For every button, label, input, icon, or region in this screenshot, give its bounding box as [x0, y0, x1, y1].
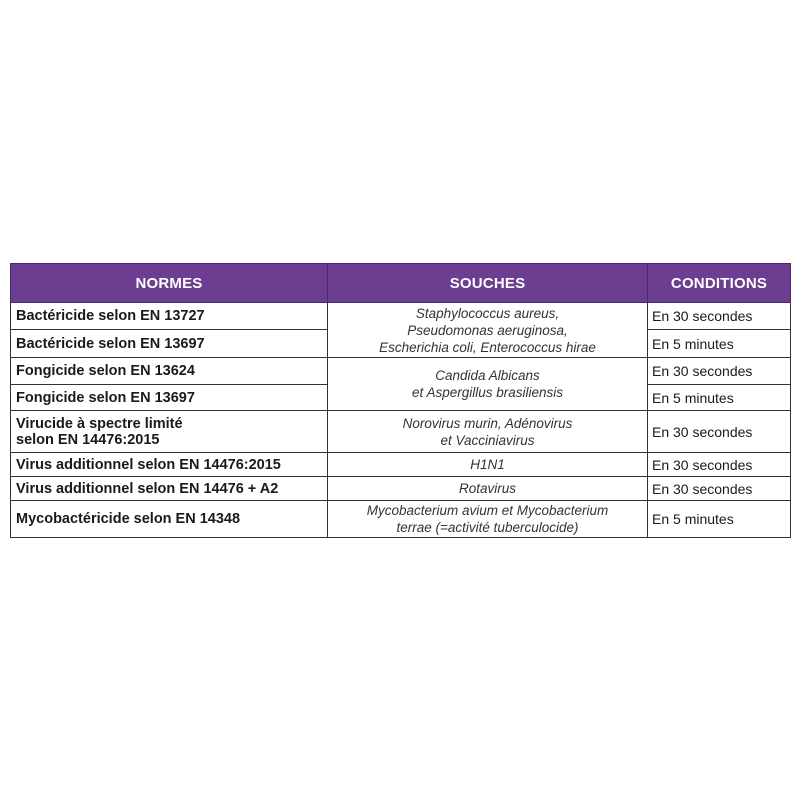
- souche-cell: [328, 303, 648, 358]
- norme-cell: Bactéricide selon EN 13727: [11, 303, 328, 330]
- table-header-row: [11, 264, 791, 303]
- norme-line: selon EN 14476:2015: [16, 431, 160, 448]
- souche-cell: Rotavirus: [328, 477, 648, 501]
- souche-line: Staphylococcus aureus,: [415, 305, 560, 321]
- condition-cell: En 30 secondes: [648, 477, 791, 501]
- norme-cell: Fongicide selon EN 13624: [11, 358, 328, 385]
- souche-line: et Aspergillus brasiliensis: [411, 385, 564, 400]
- table-row: [11, 477, 791, 501]
- souche-line: Escherichia coli, Enterococcus hirae: [379, 339, 596, 355]
- souche-cell: [328, 358, 648, 411]
- souche-cell: [328, 411, 648, 453]
- souche-line: Mycobacterium avium et Mycobacterium: [366, 503, 609, 518]
- condition-cell: En 5 minutes: [648, 330, 791, 358]
- header-normes: NORMES: [11, 264, 328, 303]
- condition-cell: En 30 secondes: [648, 411, 791, 453]
- norms-table: [10, 263, 791, 538]
- norme-cell: Virus additionnel selon EN 14476:2015: [11, 453, 328, 477]
- table-row: [11, 501, 791, 538]
- souche-line: terrae (=activité tuberculocide): [396, 520, 579, 535]
- norme-line: Virucide à spectre limité: [16, 415, 183, 432]
- condition-cell: En 30 secondes: [648, 358, 791, 385]
- norme-cell: [11, 411, 328, 453]
- condition-cell: En 30 secondes: [648, 453, 791, 477]
- souche-line: Pseudomonas aeruginosa,: [407, 322, 568, 338]
- souche-line: et Vacciniavirus: [440, 432, 535, 448]
- table-row: [11, 453, 791, 477]
- header-souches: SOUCHES: [328, 264, 648, 303]
- souche-cell: [328, 501, 648, 538]
- condition-cell: En 5 minutes: [648, 501, 791, 538]
- condition-cell: En 5 minutes: [648, 385, 791, 411]
- norms-table-wrapper: [10, 263, 790, 538]
- souche-line: Candida Albicans: [435, 368, 540, 383]
- table-row: [11, 303, 791, 330]
- souche-line: Norovirus murin, Adénovirus: [402, 415, 573, 431]
- souche-cell: H1N1: [328, 453, 648, 477]
- table-row: [11, 411, 791, 453]
- norme-cell: Virus additionnel selon EN 14476 + A2: [11, 477, 328, 501]
- table-row: [11, 358, 791, 385]
- norme-cell: Mycobactéricide selon EN 14348: [11, 501, 328, 538]
- condition-cell: En 30 secondes: [648, 303, 791, 330]
- norme-cell: Bactéricide selon EN 13697: [11, 330, 328, 358]
- norme-cell: Fongicide selon EN 13697: [11, 385, 328, 411]
- header-conditions: CONDITIONS: [648, 264, 791, 303]
